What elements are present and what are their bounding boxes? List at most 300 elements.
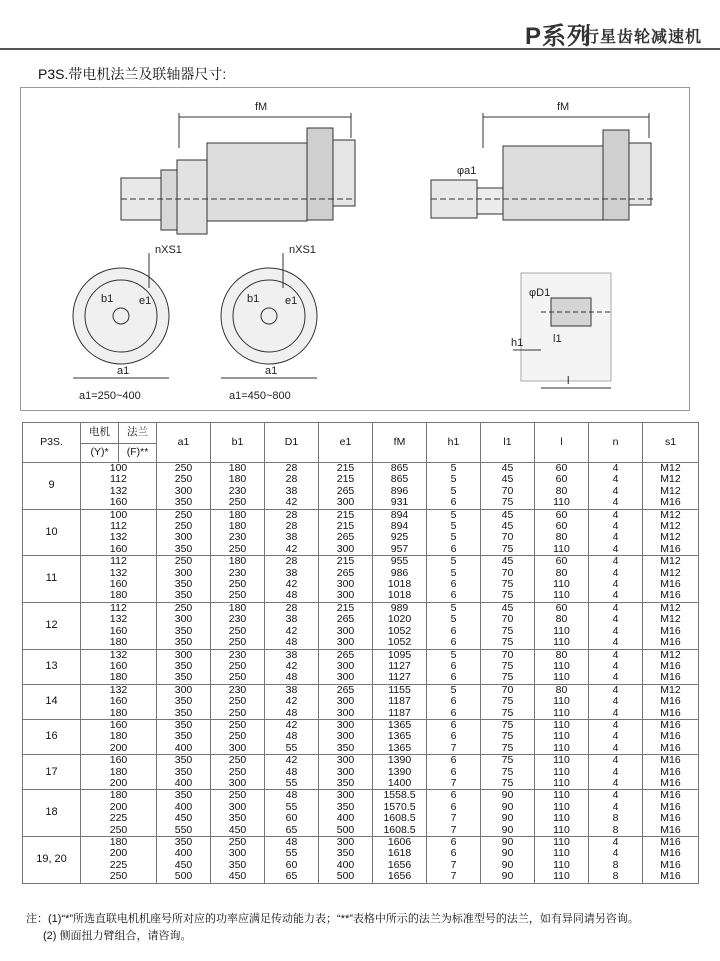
table-cell: 450 [211,871,265,883]
table-cell: 4 [589,544,643,556]
table-cell: 300 [319,590,373,602]
table-cell: 250 [157,463,211,475]
table-cell: 215 [319,602,373,614]
table-row [23,556,699,568]
header-n: n [589,423,643,463]
table-cell: 55 [265,802,319,813]
table-cell: M12 [643,602,699,614]
table-cell: 180 [81,767,157,778]
table-cell: 42 [265,626,319,637]
header-l: l [535,423,589,463]
table-cell: 160 [81,626,157,637]
table-cell: 1558.5 [373,790,427,802]
table-cell: 4 [589,532,643,543]
table-cell: 110 [535,837,589,849]
table-row [23,696,699,707]
flange-circle-a [73,268,169,364]
table-cell: 80 [535,649,589,661]
table-cell: 110 [535,790,589,802]
table-cell: 400 [157,848,211,859]
table-cell: 112 [81,474,157,485]
table-cell: 180 [211,463,265,475]
table-cell: 160 [81,497,157,509]
table-cell: 1018 [373,579,427,590]
table-cell: 55 [265,848,319,859]
table-cell: 90 [481,813,535,824]
table-cell: 6 [427,755,481,767]
table-cell: M16 [643,579,699,590]
table-cell: 42 [265,579,319,590]
table-cell: 400 [319,813,373,824]
table-cell: 6 [427,672,481,684]
table-cell: 1618 [373,848,427,859]
table-cell: 215 [319,463,373,475]
series-subtitle: 行星齿轮减速机 [582,29,702,46]
table-cell: 110 [535,802,589,813]
table-cell: 5 [427,509,481,521]
table-cell: 75 [481,719,535,731]
table-cell: 4 [589,743,643,755]
table-cell: 250 [157,474,211,485]
a1-label-a: a1 [117,365,130,377]
table-cell: 80 [535,532,589,543]
table-cell: 110 [535,626,589,637]
table-cell: 215 [319,509,373,521]
table-cell: 550 [157,825,211,837]
table-cell: 200 [81,743,157,755]
table-cell: 42 [265,497,319,509]
table-cell: 180 [81,590,157,602]
table-cell: 250 [81,825,157,837]
table-cell: 350 [157,590,211,602]
table-cell: 132 [81,568,157,579]
table-cell: 250 [211,719,265,731]
table-cell: 110 [535,848,589,859]
table-cell: 400 [157,802,211,813]
table-cell: 6 [427,767,481,778]
table-row [23,871,699,883]
table-cell: 350 [157,696,211,707]
table-cell: 4 [589,521,643,532]
table-cell: 250 [157,602,211,614]
table-cell: 250 [211,696,265,707]
series-cell: 13 [23,649,81,684]
table-cell: 110 [535,860,589,871]
table-cell: 180 [81,837,157,849]
table-cell: 4 [589,684,643,696]
table-cell: 60 [535,474,589,485]
table-cell: 28 [265,463,319,475]
table-cell: 110 [535,731,589,742]
table-cell: 132 [81,614,157,625]
table-cell: 48 [265,708,319,720]
table-cell: 38 [265,614,319,625]
table-cell: 250 [157,556,211,568]
table-cell: 350 [319,743,373,755]
table-cell: 6 [427,837,481,849]
table-cell: 48 [265,672,319,684]
table-cell: 75 [481,708,535,720]
table-cell: 925 [373,532,427,543]
table-cell: 894 [373,509,427,521]
table-cell: 7 [427,871,481,883]
table-cell: 265 [319,614,373,625]
table-cell: 28 [265,474,319,485]
note-1: 注：(1)“*”所选直联电机机座号所对应的功率应满足传动能力表；“**”表格中所示的法兰为标准型号的法兰，如有异同请另咨询。 [26,913,639,925]
table-cell: 110 [535,579,589,590]
table-cell: 957 [373,544,427,556]
table-cell: 4 [589,497,643,509]
table-cell: 6 [427,637,481,649]
table-cell: 1052 [373,637,427,649]
table-cell: 4 [589,848,643,859]
table-cell: 132 [81,649,157,661]
table-cell: 7 [427,778,481,790]
table-cell: 1365 [373,731,427,742]
table-cell: 350 [157,637,211,649]
table-cell: 42 [265,661,319,672]
table-cell: 1127 [373,672,427,684]
table-cell: 28 [265,521,319,532]
table-cell: 4 [589,661,643,672]
table-cell: 250 [211,755,265,767]
table-cell: 6 [427,848,481,859]
table-cell: 60 [265,860,319,871]
table-cell: 230 [211,684,265,696]
table-cell: 42 [265,719,319,731]
table-cell: M12 [643,556,699,568]
table-cell: 6 [427,590,481,602]
header-l1: l1 [481,423,535,463]
table-cell: 300 [319,544,373,556]
table-cell: 4 [589,602,643,614]
nxs-label-b: nXS1 [289,244,316,256]
table-cell: 250 [211,672,265,684]
shaft-right [629,143,651,205]
table-cell: 350 [157,497,211,509]
table-cell: 70 [481,486,535,497]
l1-label: l1 [553,333,562,345]
table-cell: 1187 [373,696,427,707]
table-cell: 70 [481,532,535,543]
table-cell: 250 [211,626,265,637]
table-cell: M16 [643,871,699,883]
table-cell: 75 [481,626,535,637]
table-row [23,790,699,802]
table-cell: 75 [481,696,535,707]
table-cell: 200 [81,778,157,790]
table-cell: 75 [481,661,535,672]
table-cell: 4 [589,802,643,813]
table-cell: M16 [643,790,699,802]
table-cell: 75 [481,755,535,767]
table-cell: 7 [427,825,481,837]
table-cell: 1390 [373,755,427,767]
table-cell: 112 [81,521,157,532]
table-cell: 1052 [373,626,427,637]
table-cell: 250 [211,790,265,802]
table-cell: 215 [319,556,373,568]
table-cell: 100 [81,463,157,475]
table-cell: 60 [535,556,589,568]
table-cell: 7 [427,813,481,824]
table-cell: 989 [373,602,427,614]
table-cell: 986 [373,568,427,579]
l-label: l [567,375,570,387]
series-cell: 11 [23,556,81,603]
table-cell: M12 [643,649,699,661]
table-cell: 110 [535,871,589,883]
table-cell: 4 [589,474,643,485]
table-cell: 5 [427,532,481,543]
table-cell: 450 [211,825,265,837]
table-cell: 1365 [373,743,427,755]
table-cell: 180 [81,672,157,684]
table-cell: 48 [265,837,319,849]
table-cell: M12 [643,463,699,475]
table-cell: 160 [81,661,157,672]
table-cell: 250 [211,661,265,672]
a1-range-left: a1=250~400 [79,390,141,402]
table-cell: 200 [81,848,157,859]
table-cell: 5 [427,602,481,614]
table-cell: 4 [589,579,643,590]
table-cell: 45 [481,556,535,568]
table-cell: 350 [157,767,211,778]
table-cell: 350 [319,778,373,790]
header-e1: e1 [319,423,373,463]
table-cell: 80 [535,684,589,696]
table-cell: 225 [81,860,157,871]
table-cell: 42 [265,755,319,767]
table-cell: 300 [319,719,373,731]
table-cell: 225 [81,813,157,824]
table-cell: 180 [211,474,265,485]
table-cell: M16 [643,778,699,790]
table-cell: 5 [427,463,481,475]
fm-label-left: fM [255,101,268,113]
table-cell: 110 [535,590,589,602]
table-cell: 90 [481,860,535,871]
table-cell: 300 [211,848,265,859]
table-cell: 110 [535,778,589,790]
table-cell: M16 [643,825,699,837]
table-cell: 110 [535,672,589,684]
table-cell: 400 [157,743,211,755]
table-cell: 250 [211,497,265,509]
table-row [23,825,699,837]
table-cell: 38 [265,568,319,579]
series-cell: 19, 20 [23,837,81,884]
table-cell: 265 [319,532,373,543]
table-cell: 28 [265,556,319,568]
table-cell: 230 [211,532,265,543]
table-cell: 350 [157,579,211,590]
table-cell: 350 [211,860,265,871]
header-b1: b1 [211,423,265,463]
table-cell: 230 [211,568,265,579]
table-cell: 4 [589,649,643,661]
table-cell: 350 [211,813,265,824]
footnotes [26,911,639,945]
table-cell: 60 [265,813,319,824]
table-cell: 1187 [373,708,427,720]
table-cell: 75 [481,637,535,649]
table-cell: 931 [373,497,427,509]
table-cell: 4 [589,790,643,802]
table-row [23,544,699,556]
table-cell: 350 [157,708,211,720]
table-cell: 450 [157,813,211,824]
table-row [23,755,699,767]
table-cell: 70 [481,684,535,696]
flange-circle-b [221,268,317,364]
table-cell: 8 [589,825,643,837]
table-cell: 300 [319,661,373,672]
table-cell: 6 [427,708,481,720]
table-row [23,497,699,509]
table-cell: 4 [589,708,643,720]
table-cell: 4 [589,778,643,790]
table-cell: 1570.5 [373,802,427,813]
table-cell: 250 [81,871,157,883]
table-cell: 110 [535,719,589,731]
table-cell: 132 [81,486,157,497]
header-d1: D1 [265,423,319,463]
table-cell: 132 [81,532,157,543]
table-cell: 38 [265,684,319,696]
table-cell: 500 [319,825,373,837]
table-cell: 6 [427,497,481,509]
table-row [23,778,699,790]
table-cell: 55 [265,743,319,755]
table-cell: 4 [589,731,643,742]
table-cell: 80 [535,614,589,625]
table-cell: 110 [535,708,589,720]
table-cell: 300 [319,696,373,707]
table-cell: 4 [589,696,643,707]
table-cell: 265 [319,568,373,579]
table-cell: M16 [643,719,699,731]
table-row [23,590,699,602]
table-cell: M16 [643,731,699,742]
table-cell: 4 [589,672,643,684]
table-cell: 500 [319,871,373,883]
shaft-left [333,140,355,206]
table-cell: M16 [643,837,699,849]
table-cell: 215 [319,474,373,485]
series-cell: 17 [23,755,81,790]
table-cell: 6 [427,719,481,731]
drawing-svg [21,88,689,410]
table-cell: 160 [81,579,157,590]
note-2: (2) 侧面扭力臂组合，请咨询。 [43,930,192,942]
table-cell: 350 [157,837,211,849]
table-cell: 265 [319,684,373,696]
h1-label: h1 [511,337,524,349]
table-cell: 4 [589,637,643,649]
table-cell: 110 [535,497,589,509]
table-cell: 955 [373,556,427,568]
series-title: P系列 [524,23,592,50]
table-cell: M12 [643,521,699,532]
table-cell: 5 [427,684,481,696]
a1-label-b: a1 [265,365,278,377]
table-cell: 180 [81,790,157,802]
table-body [23,463,699,884]
table-cell: 4 [589,719,643,731]
header-motor: 电机 [81,423,119,444]
table-cell: 70 [481,568,535,579]
table-cell: M16 [643,743,699,755]
table-cell: 4 [589,837,643,849]
table-cell: M12 [643,532,699,543]
table-cell: 6 [427,661,481,672]
table-cell: 350 [157,755,211,767]
table-cell: 70 [481,614,535,625]
table-cell: 894 [373,521,427,532]
table-cell: M12 [643,509,699,521]
table-cell: M16 [643,672,699,684]
table-cell: 1608.5 [373,825,427,837]
b1-label-a: b1 [101,293,114,305]
table-cell: 865 [373,463,427,475]
table-cell: 28 [265,602,319,614]
table-cell: 250 [211,837,265,849]
header-series: P3S. [23,423,81,463]
header-s1: s1 [643,423,699,463]
table-cell: 200 [81,802,157,813]
a1-side-label: φa1 [457,165,477,177]
table-cell: 1155 [373,684,427,696]
table-cell: 132 [81,684,157,696]
table-cell: 300 [319,579,373,590]
table-cell: 300 [319,497,373,509]
series-cell: 18 [23,790,81,837]
table-cell: 7 [427,860,481,871]
header-h1: h1 [427,423,481,463]
flange-right [603,130,629,220]
table-cell: 400 [157,778,211,790]
table-cell: 45 [481,509,535,521]
table-cell: 300 [211,778,265,790]
table-cell: M12 [643,486,699,497]
table-cell: 5 [427,614,481,625]
table-cell: 300 [157,649,211,661]
table-cell: 48 [265,590,319,602]
table-cell: M16 [643,544,699,556]
table-cell: 4 [589,486,643,497]
table-cell: 300 [157,568,211,579]
table-cell: 4 [589,755,643,767]
section-title: P3S.带电机法兰及联轴器尺寸: [38,66,227,82]
table-cell: 250 [211,767,265,778]
table-cell: 1606 [373,837,427,849]
table-cell: 180 [211,509,265,521]
coupling-right [477,188,503,214]
table-cell: 4 [589,767,643,778]
table-row [23,637,699,649]
table-cell: 865 [373,474,427,485]
table-cell: 350 [157,790,211,802]
table-cell: 300 [319,708,373,720]
table-cell: M16 [643,860,699,871]
table-cell: 1400 [373,778,427,790]
header-motor-y: (Y)* [81,444,119,463]
a1-range-right: a1=450~800 [229,390,291,402]
table-cell: 80 [535,486,589,497]
table-cell: 250 [157,509,211,521]
